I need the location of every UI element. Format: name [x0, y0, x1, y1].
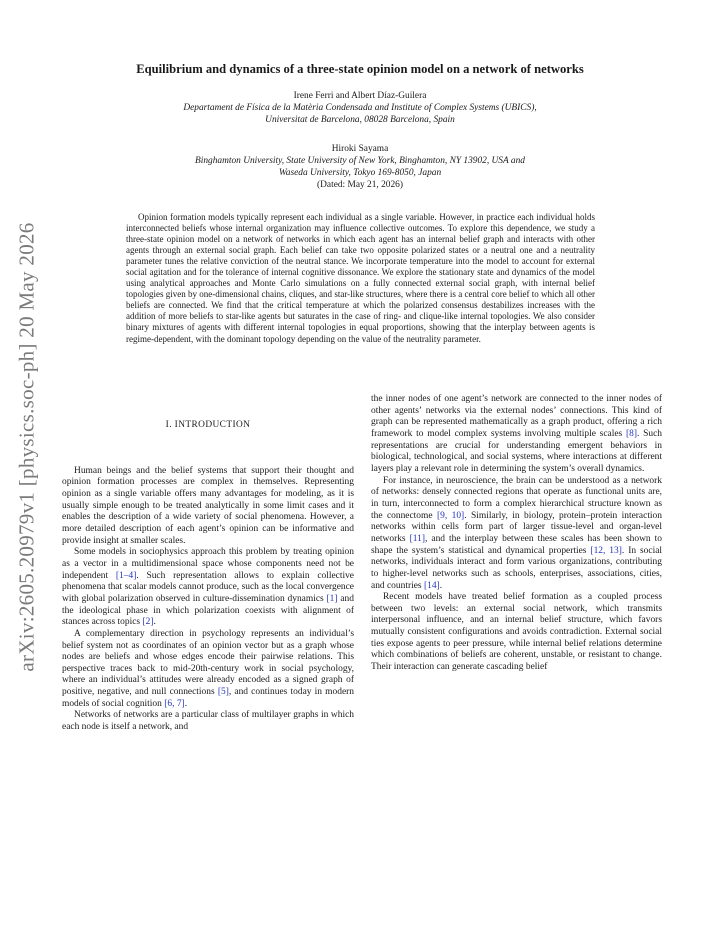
intro-paragraph-3: A complementary direction in psychology represents an individual’s belief system not as coordinates of an opinion vector but as a graph whose nodes are beliefs and whose edges encode their pairwise relations. This perspective traces back to mid-20th-century work in social psychology, where an individual’s attitudes were already encoded as a signed graph of positive, negative, and null connections [5], and continues today in modern models of social cognition [6, 7].: [62, 628, 354, 709]
intro-paragraph-7: Recent models have treated belief formation as a coupled process between two levels: an external social network, which transmits interpersonal influence, and an internal belief structure, which favors mutually consistent configurations and avoids contradiction. External social ties expose agents to peer pressure, while internal belief relations determine which combinations of beliefs are coherent, unstable, or resistant to change. Their interaction can generate cascading belief: [371, 592, 662, 673]
citation-link[interactable]: [8]: [625, 428, 637, 439]
citation-link[interactable]: [5]: [217, 687, 229, 698]
arxiv-identifier: arXiv:2605.20979v1 [physics.soc-ph] 20 May 2026: [14, 222, 39, 672]
intro-paragraph-4: Networks of networks are a particular class of multilayer graphs in which each node is itself a network, and: [62, 710, 354, 733]
citation-link[interactable]: [12, 13]: [590, 545, 622, 556]
left-column: [62, 392, 354, 734]
authors-group-2: Hiroki Sayama: [331, 144, 389, 154]
affiliation-1-line-1: Departament de Física de la Matèria Condensada and Institute of Complex Systems (UBICS),: [183, 103, 537, 113]
arxiv-sidebar-stamp: [12, 212, 42, 682]
affiliation-2-line-1: Binghamton University, State University of New York, Binghamton, NY 13902, USA and: [195, 156, 525, 166]
citation-link[interactable]: [11]: [409, 533, 425, 544]
right-column: [371, 394, 662, 674]
citation-link[interactable]: [1–4]: [115, 570, 137, 581]
authors-group-1: Irene Ferri and Albert Díaz-Guilera: [293, 91, 427, 101]
citation-link[interactable]: [14]: [423, 580, 440, 591]
section-title-introduction: I. INTRODUCTION: [165, 420, 251, 430]
abstract: Opinion formation models typically represent each individual as a single variable. However, in practice each individual holds interconnected beliefs whose internal organization may influence collective outcomes. To explore this dependence, we study a three-state opinion model on a network of networks in which each agent has an internal belief graph and interacts with other agents through an external social graph. Each belief can take two opposite polarized states or a neutral one and a neutrality parameter tunes the relative conviction of the neutral stance. We incorporate temperature into the model to account for external social agitation and for the tolerance of internal cognitive dissonance. We explore the stationary state and dynamics of the model using analytical approaches and Monte Carlo simulations on a fully connected external social graph, with internal belief topologies given by one-dimensional chains, cliques, and star-like structures, where there is a central core belief to which all other beliefs are connected. We find that the critical temperature at which the polarized consensus destabilizes increases with the addition of more beliefs to star-like agents but saturates in the case of ring- and clique-like internal topologies. We also consider binary mixtures of agents with different internal topologies in equal proportions, showing that the interplay between agents is regime-dependent, with the dominant topology depending on the value of the neutrality parameter.: [126, 212, 595, 344]
affiliation-2-line-2: Waseda University, Tokyo 169-8050, Japan: [278, 168, 442, 178]
dated-line: (Dated: May 21, 2026): [317, 180, 403, 190]
intro-paragraph-1: Human beings and the belief systems that support their thought and opinion formation processes are complex in themselves. Representing opinion as a single variable offers many advantages for modeling, as it is usually simple enough to be treated analytically in some limit cases and it enables the description of a wide variety of social phenomena. However, a more detailed description of each agent’s opinion can be informative and provide insight at smaller scales.: [62, 465, 354, 546]
paper-title: Equilibrium and dynamics of a three-state opinion model on a network of networks: [136, 62, 584, 76]
intro-paragraph-5: the inner nodes of one agent’s network are connected to the inner nodes of other agents’ networks via the external nodes’ connections. This kind of graph can be represented mathematically as a graph product, offering a rich framework to model complex systems involving multiple scales [8]. Such representations are crucial for understanding emergent behaviors in biological, technological, and social systems, where interactions at different layers play a relevant role in determining the system’s overall dynamics.: [371, 394, 662, 474]
citation-link[interactable]: [6, 7]: [164, 698, 185, 709]
intro-paragraph-6: For instance, in neuroscience, the brain can be understood as a network of networks: densely connected regions that operate as functional units are, in turn, interconnected to form a complex hierarchical structure known as the connectome [9, 10]. Similarly, in biology, protein–protein interaction networks within cells form part of larger tissue-level and organ-level networks [11], and the interplay between these scales has been shown to shape the system’s statistical and dynamical properties [12, 13]. In social networks, individuals interact and form various organizations, contributing to higher-level networks such as schools, enterprises, associations, cities, and countries [14].: [371, 475, 663, 591]
citation-link[interactable]: [2]: [142, 617, 154, 628]
affiliation-1-line-2: Universitat de Barcelona, 08028 Barcelona, Spain: [265, 115, 455, 125]
intro-paragraph-2: Some models in sociophysics approach this problem by treating opinion as a vector in a multidimensional space whose components need not be independent [1–4]. Such representation allows to explain collective phenomena that scalar models cannot produce, such as the local convergence with global polarization observed in culture-dissemination dynamics [1] and the ideological phase in which polarization coexists with alignment of stances across topics [2].: [62, 547, 354, 628]
citation-link[interactable]: [9, 10]: [436, 510, 465, 521]
citation-link[interactable]: [1]: [326, 593, 338, 604]
